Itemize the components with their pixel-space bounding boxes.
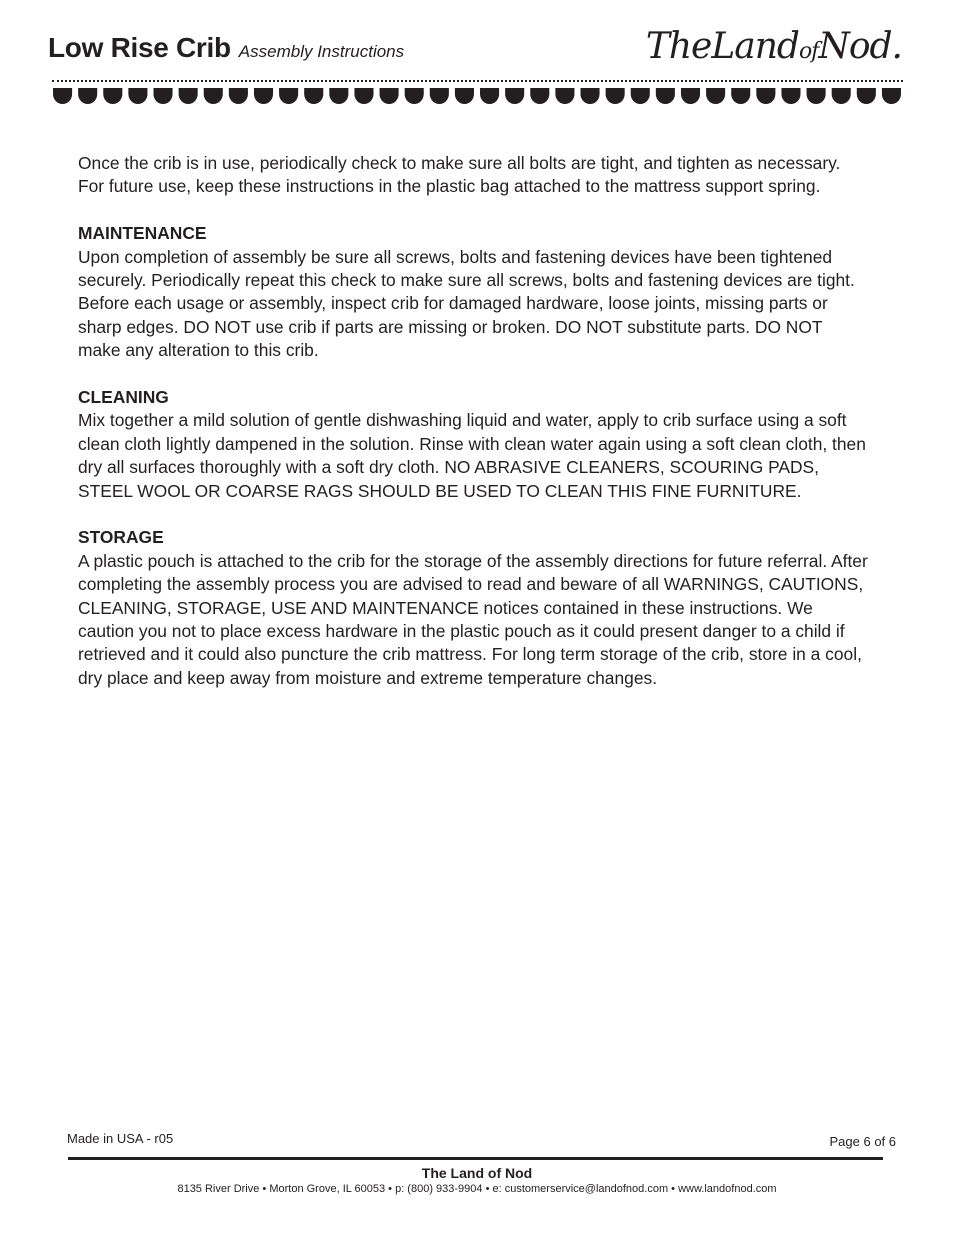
- scallop-shape: [505, 88, 524, 104]
- scallop-shape: [103, 88, 122, 104]
- scalloped-border: [50, 86, 904, 106]
- logo-nod: Nod.: [818, 26, 902, 67]
- made-in-label: Made in USA - r05: [67, 1131, 174, 1146]
- scallop-shape: [781, 88, 800, 104]
- scallop-shape: [354, 88, 373, 104]
- scallop-shape: [78, 88, 97, 104]
- scallop-shape: [179, 88, 198, 104]
- logo-of: of: [798, 39, 819, 64]
- intro-paragraph: Once the crib is in use, periodically check to make sure all bolts are tight, and tighten as necessary. For future use, keep these instructions in the plastic bag attached to the mattress support spring.: [78, 153, 841, 197]
- scallop-shape: [807, 88, 826, 104]
- scallop-shape: [832, 88, 851, 104]
- scallop-shape: [53, 88, 72, 104]
- scallop-shape: [530, 88, 549, 104]
- scallop-shape: [430, 88, 449, 104]
- scallop-shape: [580, 88, 599, 104]
- product-title: Low Rise Crib: [48, 32, 231, 63]
- scallop-shape: [254, 88, 273, 104]
- section-body-maintenance: Upon completion of assembly be sure all screws, bolts and fastening devices have been tightened securely. Periodically repeat this check to make sure all screws, bolts and fastening devices are tight. Before each usage or assembly, inspect crib for damaged hardware, loose joints, missing parts or sharp edges. DO NOT use crib if parts are missing or broken. DO NOT substitute parts. DO NOT make any alteration to this crib.: [78, 246, 855, 361]
- scallop-shape: [204, 88, 223, 104]
- scallop-shape: [128, 88, 147, 104]
- header-dotted-divider: [52, 80, 903, 82]
- footer-company-name: The Land of Nod: [421, 1165, 533, 1181]
- section-body-storage: A plastic pouch is attached to the crib for the storage of the assembly directions for future referral. After completing the assembly process you are advised to read and beware of all WARNINGS, CAUTIONS, CLEANING, STORAGE, USE AND MAINTENANCE notices contained in these instructions. We caution you not to place excess hardware in the plastic pouch as it could present danger to a child if retrieved and it could also puncture the crib mattress. For long term storage of the crib, store in a cool, dry place and keep away from moisture and extreme temperature changes.: [78, 550, 868, 688]
- scallop-shape: [229, 88, 248, 104]
- scallop-shape: [279, 88, 298, 104]
- scallop-shape: [606, 88, 625, 104]
- scallop-shape: [405, 88, 424, 104]
- scallop-shape: [681, 88, 700, 104]
- document-subtitle: Assembly Instructions: [238, 42, 405, 61]
- scallop-shape: [304, 88, 323, 104]
- scallop-shape: [380, 88, 399, 104]
- scallop-shape: [153, 88, 172, 104]
- footer-divider: [68, 1157, 883, 1160]
- scallop-shape: [756, 88, 775, 104]
- scallop-shape: [480, 88, 499, 104]
- scallop-shape: [656, 88, 675, 104]
- scallop-shape: [329, 88, 348, 104]
- scallop-shape: [731, 88, 750, 104]
- footer-contact-address: 8135 River Drive • Morton Grove, IL 60053 • p: (800) 933-9904 • e: customerservice@landofnod.com • www.landofnod.com: [177, 1183, 777, 1195]
- scallop-shape: [555, 88, 574, 104]
- logo-the: The: [645, 26, 712, 67]
- page-title: [48, 32, 404, 64]
- scallop-shape: [857, 88, 876, 104]
- scallop-shape: [706, 88, 725, 104]
- section-heading-storage: STORAGE: [78, 527, 164, 548]
- scallop-shape: [882, 88, 901, 104]
- logo-land: Land: [711, 26, 799, 67]
- section-heading-cleaning: CLEANING: [78, 387, 169, 408]
- section-heading-maintenance: MAINTENANCE: [78, 223, 207, 244]
- instructions-body: [78, 152, 868, 714]
- page-number: Page 6 of 6: [829, 1134, 896, 1149]
- scallop-shape: [631, 88, 650, 104]
- scallop-shape: [455, 88, 474, 104]
- brand-logo: [646, 26, 902, 67]
- section-body-cleaning: Mix together a mild solution of gentle dishwashing liquid and water, apply to crib surface using a soft clean cloth lightly dampened in the solution. Rinse with clean water again using a soft clean cloth, then dry all surfaces thoroughly with a soft dry cloth. NO ABRASIVE CLEANERS, SCOURING PADS, STEEL WOOL OR COARSE RAGS SHOULD BE USED TO CLEAN THIS FINE FURNITURE.: [78, 410, 866, 501]
